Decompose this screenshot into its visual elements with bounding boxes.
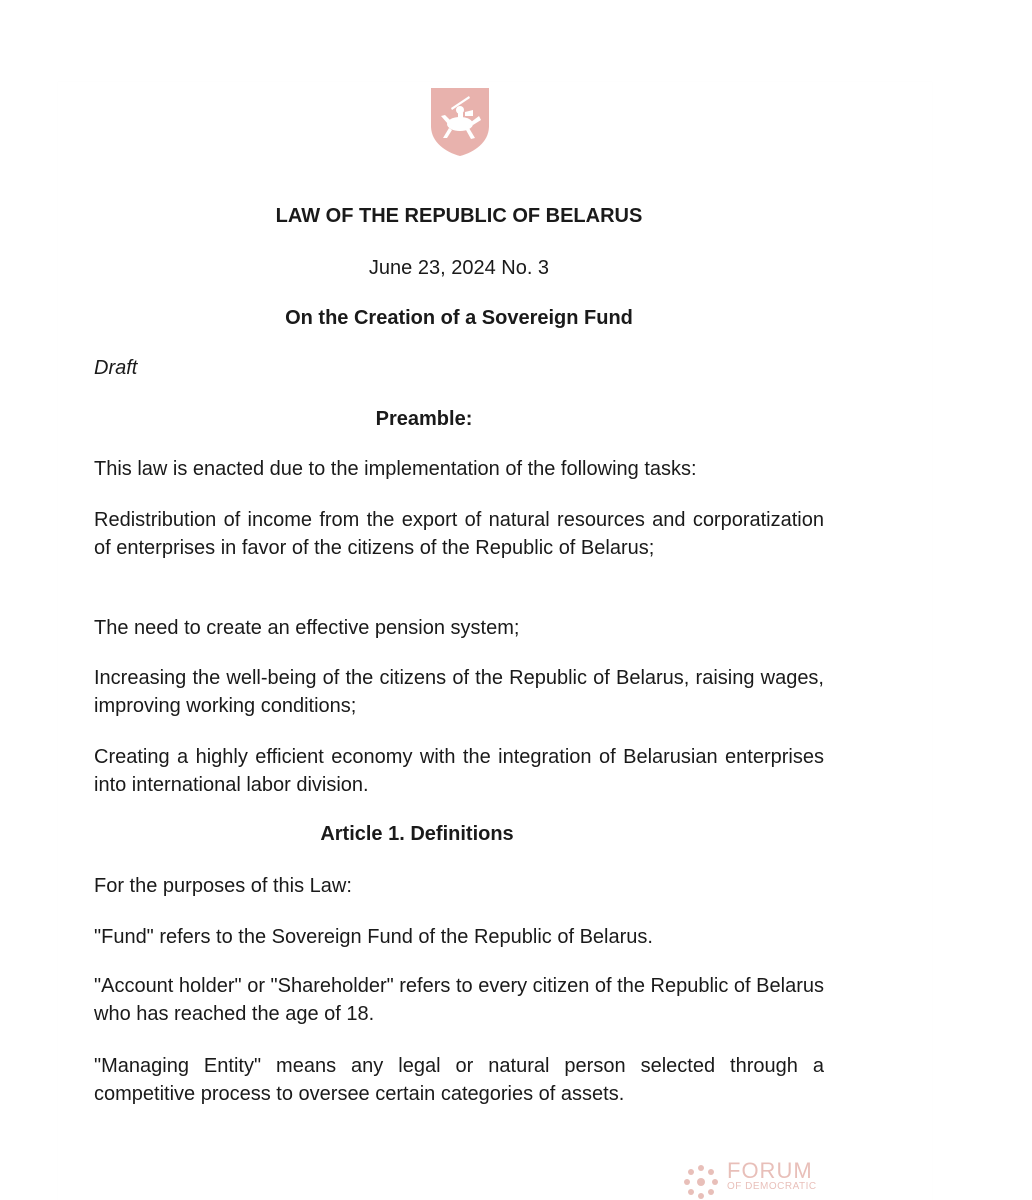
watermark-main-text: FORUM [727,1158,813,1183]
draft-label: Draft [94,357,138,379]
watermark-sub-text: OF DEMOCRATIC [727,1181,817,1192]
preamble-heading: Preamble: [375,408,473,430]
forum-logo-icon [683,1164,719,1200]
law-title: LAW OF THE REPUBLIC OF BELARUS [275,205,643,227]
definition-item: "Managing Entity" means any legal or natural person selected through a competitive process to oversee certain categories of assets. [94,1055,824,1105]
task-item: Increasing the well-being of the citizens of the Republic of Belarus, raising wages, improving working conditions; [94,667,824,717]
task-item: Redistribution of income from the export of natural resources and corporatization of enterprises in favor of the citizens of the Republic of Belarus; [94,509,824,559]
law-subtitle: On the Creation of a Sovereign Fund [285,307,633,329]
task-item: The need to create an effective pension system; [94,617,520,639]
forum-watermark [683,1160,828,1200]
law-date-number: June 23, 2024 No. 3 [368,257,550,279]
coat-of-arms-icon [429,86,491,158]
task-item: Creating a highly efficient economy with the integration of Belarusian enterprises into international labor division. [94,746,824,796]
definition-item: "Account holder" or "Shareholder" refers to every citizen of the Republic of Belarus who has reached the age of 18. [94,975,824,1025]
definition-item: "Fund" refers to the Sovereign Fund of the Republic of Belarus. [94,926,653,948]
article1-heading: Article 1. Definitions [320,823,514,845]
preamble-intro: This law is enacted due to the implementation of the following tasks: [94,458,697,480]
article1-intro: For the purposes of this Law: [94,875,352,897]
